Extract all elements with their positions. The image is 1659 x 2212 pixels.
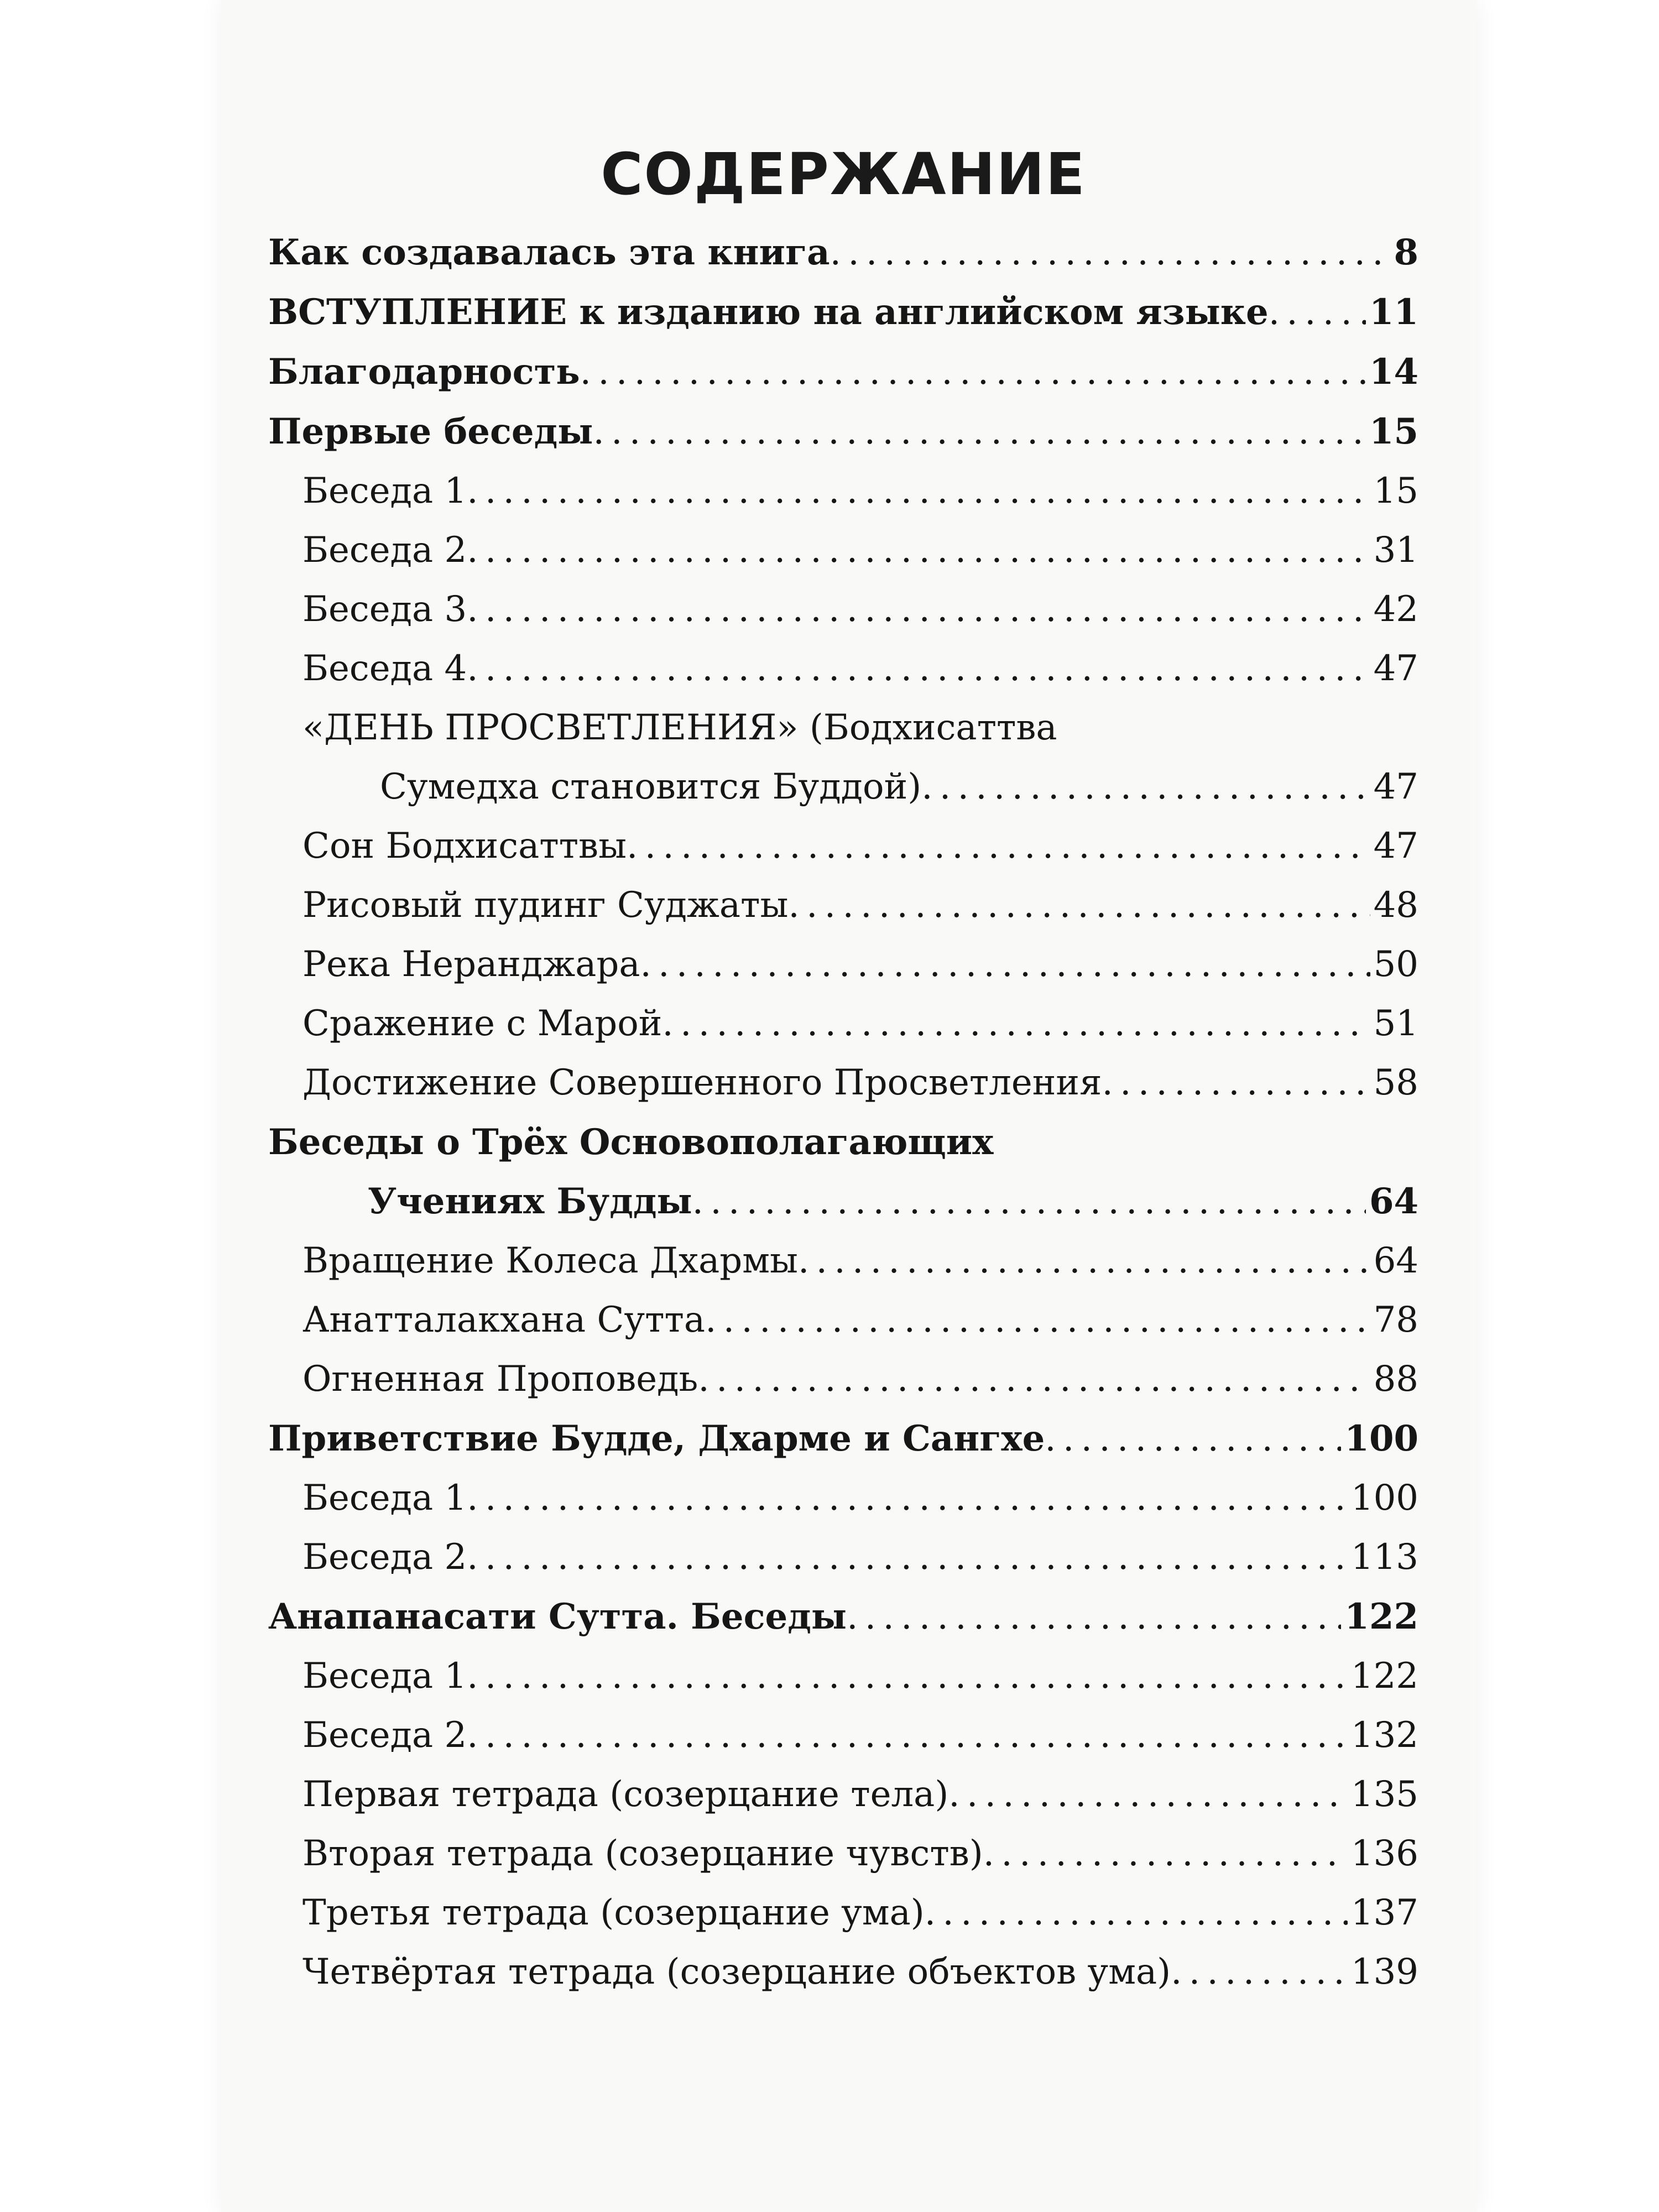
- toc-entry-label: Сражение с Марой: [302, 1003, 662, 1044]
- toc-entry-page: 15: [1369, 411, 1418, 452]
- toc-entry-page: 14: [1369, 351, 1418, 393]
- toc-entry-label: Беседа 2: [302, 1537, 467, 1578]
- leader-dots: [1102, 1053, 1370, 1113]
- toc-subentry: [268, 1765, 1418, 1824]
- toc-subentry: [268, 1232, 1418, 1291]
- leader-dots: [692, 1172, 1366, 1232]
- leader-dots: [925, 1884, 1348, 1943]
- toc-entry-label: Учениях Будды: [368, 1181, 692, 1222]
- toc-entry-label: Первые беседы: [268, 411, 593, 452]
- toc-entry-label: Вторая тетрада (созерцание чувств): [302, 1833, 983, 1874]
- leader-dots: [705, 1291, 1370, 1350]
- leader-dots: [698, 1350, 1370, 1409]
- page-title: СОДЕРЖАНИЕ: [601, 140, 1086, 208]
- leader-dots: [948, 1765, 1348, 1824]
- toc-entry: [268, 1587, 1418, 1647]
- toc-entry-page: 113: [1350, 1537, 1418, 1578]
- toc-entry-page: 132: [1350, 1715, 1418, 1756]
- leader-dots: [1171, 1943, 1348, 2002]
- toc-subentry: [268, 1469, 1418, 1528]
- toc-entry-label: Беседа 3: [302, 589, 467, 630]
- toc-entry-page: 58: [1373, 1062, 1418, 1103]
- toc-entry: [268, 223, 1418, 283]
- toc-entry: [268, 342, 1418, 402]
- toc-entry-page: 122: [1344, 1596, 1418, 1637]
- toc-entry-page: 11: [1369, 291, 1418, 333]
- toc-subentry: [268, 1706, 1418, 1765]
- leader-dots: [830, 223, 1391, 283]
- toc-entry-label: Огненная Проповедь: [302, 1359, 698, 1400]
- toc-entry-continuation: [268, 1172, 1418, 1232]
- toc-entry-label: Сон Бодхисаттвы: [302, 826, 627, 867]
- toc-entry-page: 47: [1373, 826, 1418, 867]
- toc-entry: [268, 1113, 1418, 1172]
- toc-entry-label: Как создавалась эта книга: [268, 232, 830, 273]
- leader-dots: [788, 876, 1370, 935]
- leader-dots: [1269, 283, 1366, 342]
- toc-subentry: [268, 1943, 1418, 2002]
- toc-entry-label: Беседа 1: [302, 471, 467, 512]
- toc-entry-label: Беседа 1: [302, 1478, 467, 1519]
- toc-entry-page: 15: [1373, 471, 1418, 512]
- leader-dots: [627, 817, 1370, 876]
- toc-entry-label: Беседа 1: [302, 1656, 467, 1697]
- toc-subentry-continuation: [268, 758, 1418, 817]
- toc-entry: [268, 1409, 1418, 1469]
- toc-subentry: [268, 1884, 1418, 1943]
- toc-subentry: [268, 462, 1418, 521]
- toc-entry-label: Беседы о Трёх Основополагающих: [268, 1121, 994, 1163]
- toc-subentry: [268, 1824, 1418, 1884]
- toc-entry-page: 137: [1350, 1892, 1418, 1933]
- toc-entry-label: Река Неранджара: [302, 944, 640, 985]
- toc-entry-page: 64: [1369, 1181, 1418, 1222]
- leader-dots: [847, 1587, 1341, 1647]
- toc-entry-label: Рисовый пудинг Суджаты: [302, 885, 789, 926]
- toc-entry-page: 50: [1373, 944, 1418, 985]
- leader-dots: [467, 1706, 1348, 1765]
- leader-dots: [1045, 1409, 1341, 1469]
- toc-entry: [268, 402, 1418, 462]
- toc-entry-page: 42: [1373, 589, 1418, 630]
- toc-entry-page: 122: [1350, 1656, 1418, 1697]
- leader-dots: [640, 935, 1370, 994]
- toc-entry-page: 51: [1373, 1003, 1418, 1044]
- toc-entry-page: 48: [1373, 885, 1418, 926]
- leader-dots: [467, 521, 1370, 580]
- toc-entry-page: 135: [1350, 1774, 1418, 1815]
- toc-entry-label: Беседа 2: [302, 1715, 467, 1756]
- leader-dots: [662, 994, 1370, 1053]
- toc-entry-page: 88: [1373, 1359, 1418, 1400]
- toc-subentry: [268, 580, 1418, 639]
- leader-dots: [921, 758, 1370, 817]
- toc-subentry: [268, 1528, 1418, 1587]
- toc-entry-label: Анапанасати Сутта. Беседы: [268, 1596, 847, 1637]
- toc-entry-label: Вращение Колеса Дхармы: [302, 1240, 798, 1281]
- toc-entry-page: 47: [1373, 648, 1418, 689]
- toc-entry-label: Беседа 2: [302, 530, 467, 571]
- leader-dots: [467, 1528, 1348, 1587]
- toc-entry-page: 8: [1394, 232, 1418, 273]
- toc-entry-label: Достижение Совершенного Просветления: [302, 1062, 1102, 1103]
- toc-entry-page: 139: [1350, 1952, 1418, 1992]
- toc-entry-page: 31: [1373, 530, 1418, 571]
- toc-entry: [268, 283, 1418, 342]
- toc-entry-label: Беседа 4: [302, 648, 467, 689]
- leader-dots: [983, 1824, 1348, 1884]
- leader-dots: [467, 462, 1370, 521]
- toc-entry-label: «ДЕНЬ ПРОСВЕТЛЕНИЯ» (Бодхисаттва: [302, 707, 1057, 748]
- toc-entry-page: 47: [1373, 766, 1418, 807]
- toc-subentry: [268, 994, 1418, 1053]
- leader-dots: [580, 342, 1366, 402]
- toc-entry-page: 136: [1350, 1833, 1418, 1874]
- book-page: [221, 0, 1477, 2212]
- table-of-contents: [268, 141, 1418, 2002]
- toc-entry-label: ВСТУПЛЕНИЕ к изданию на английском языке: [268, 291, 1269, 333]
- toc-subentry: [268, 1053, 1418, 1113]
- toc-entry-page: 100: [1344, 1418, 1418, 1459]
- toc-subentry: [268, 1291, 1418, 1350]
- leader-dots: [798, 1232, 1370, 1291]
- toc-entry-label: Приветствие Будде, Дхарме и Сангхе: [268, 1418, 1045, 1459]
- toc-subentry: [268, 698, 1418, 758]
- toc-entry-page: 100: [1350, 1478, 1418, 1519]
- toc-entry-label: Анатталакхана Сутта: [302, 1300, 706, 1340]
- toc-subentry: [268, 817, 1418, 876]
- leader-dots: [467, 1647, 1348, 1706]
- toc-subentry: [268, 521, 1418, 580]
- leader-dots: [467, 580, 1370, 639]
- toc-subentry: [268, 639, 1418, 698]
- toc-entry-label: Третья тетрада (созерцание ума): [302, 1892, 925, 1933]
- toc-entry-label: Первая тетрада (созерцание тела): [302, 1774, 949, 1815]
- toc-subentry: [268, 935, 1418, 994]
- toc-entry-page: 78: [1373, 1300, 1418, 1340]
- toc-entry-label: Благодарность: [268, 351, 580, 393]
- toc-entry-label: Четвёртая тетрада (созерцание объектов ума): [302, 1952, 1171, 1992]
- leader-dots: [467, 1469, 1348, 1528]
- toc-subentry: [268, 1647, 1418, 1706]
- toc-entry-label: Сумедха становится Буддой): [380, 766, 922, 807]
- toc-subentry: [268, 876, 1418, 935]
- leader-dots: [467, 639, 1370, 698]
- toc-subentry: [268, 1350, 1418, 1409]
- leader-dots: [593, 402, 1366, 462]
- toc-entry-page: 64: [1373, 1240, 1418, 1281]
